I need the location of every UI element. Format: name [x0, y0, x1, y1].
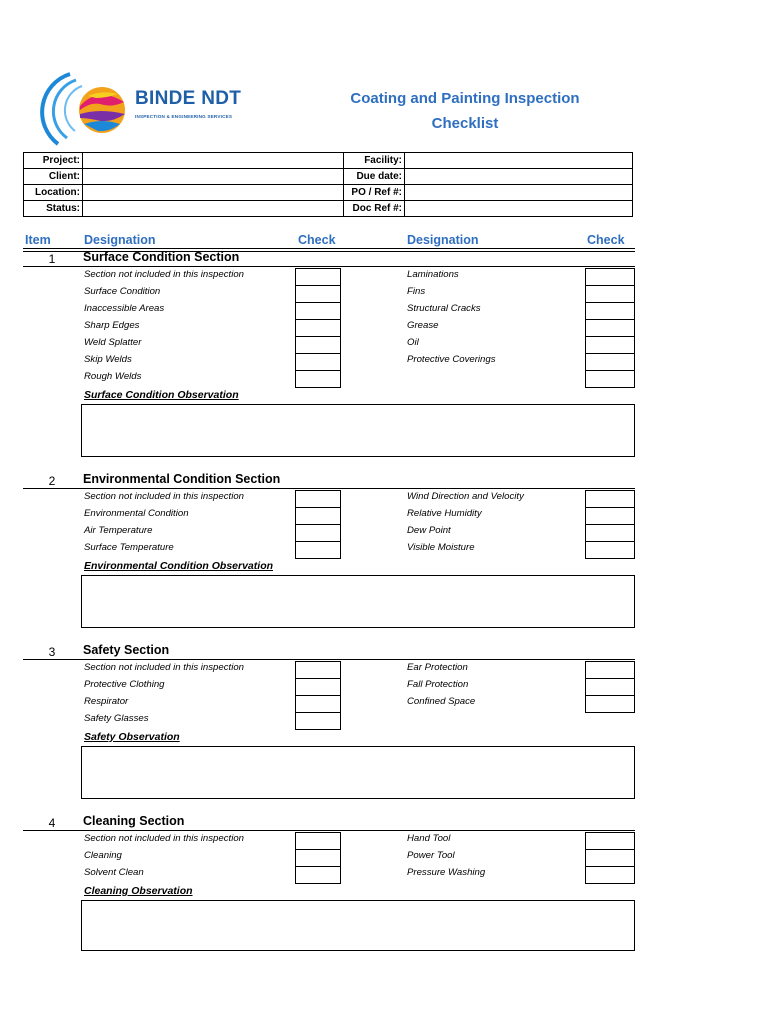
- observation-field[interactable]: [81, 404, 635, 457]
- checklist-item-label: Skip Welds: [84, 354, 132, 365]
- checklist-item-label: Air Temperature: [84, 525, 153, 536]
- section-title: Safety Section: [83, 643, 170, 657]
- checkbox[interactable]: [585, 353, 635, 371]
- checklist-item-label: Cleaning: [84, 850, 122, 861]
- column-header-check-left: Check: [298, 233, 336, 247]
- checklist-item-label: Respirator: [84, 696, 129, 707]
- section-title: Cleaning Section: [83, 814, 185, 828]
- checklist-item-label: Sharp Edges: [84, 320, 140, 331]
- checkbox[interactable]: [295, 695, 341, 713]
- checklist-item-label: Laminations: [407, 269, 459, 280]
- section-number: 3: [48, 645, 56, 659]
- column-header-check-right: Check: [587, 233, 625, 247]
- checkbox[interactable]: [295, 336, 341, 354]
- checklist-item-label: Confined Space: [407, 696, 476, 707]
- checkbox[interactable]: [585, 302, 635, 320]
- checkbox[interactable]: [585, 866, 635, 884]
- section-number: 4: [48, 816, 56, 830]
- info-table: [23, 152, 633, 217]
- checklist-item-label: Wind Direction and Velocity: [407, 491, 524, 502]
- checkbox[interactable]: [295, 302, 341, 320]
- checklist-item-label: Rough Welds: [84, 371, 142, 382]
- observation-label: Safety Observation: [84, 731, 180, 743]
- section-number: 1: [48, 252, 56, 266]
- checklist-item-label: Visible Moisture: [407, 542, 475, 553]
- checkbox[interactable]: [585, 832, 635, 850]
- checklist-item-label: Safety Glasses: [84, 713, 149, 724]
- checkbox[interactable]: [585, 490, 635, 508]
- logo-globe-icon: [40, 68, 135, 153]
- observation-label: Surface Condition Observation: [84, 389, 239, 401]
- header-divider: [23, 248, 635, 249]
- po-ref-field[interactable]: [405, 185, 633, 201]
- status-field[interactable]: [83, 201, 344, 217]
- checkbox[interactable]: [295, 661, 341, 679]
- checklist-item-label: Section not included in this inspection: [84, 833, 244, 844]
- observation-field[interactable]: [81, 746, 635, 799]
- checkbox[interactable]: [295, 353, 341, 371]
- section-title: Environmental Condition Section: [83, 472, 281, 486]
- page-title-line2: Checklist: [431, 115, 499, 132]
- checklist-item-label: Section not included in this inspection: [84, 491, 244, 502]
- project-label: Project:: [24, 153, 83, 169]
- checkbox[interactable]: [295, 832, 341, 850]
- checkbox[interactable]: [295, 849, 341, 867]
- checklist-item-label: Surface Temperature: [84, 542, 174, 553]
- checklist-item-label: Ear Protection: [407, 662, 468, 673]
- checklist-item-label: Oil: [407, 337, 419, 348]
- checklist-item-label: Grease: [407, 320, 439, 331]
- checklist-item-label: Structural Cracks: [407, 303, 481, 314]
- checkbox[interactable]: [295, 524, 341, 542]
- checkbox[interactable]: [295, 285, 341, 303]
- section-divider: [23, 266, 635, 267]
- checklist-item-label: Fins: [407, 286, 426, 297]
- checkbox[interactable]: [585, 268, 635, 286]
- logo-name: BINDE NDT: [135, 88, 242, 109]
- checklist-item-label: Weld Splatter: [84, 337, 142, 348]
- column-header-item: Item: [25, 233, 51, 247]
- logo-tagline: INSPECTION & ENGINEERING SERVICES: [135, 114, 233, 119]
- due-date-field[interactable]: [405, 169, 633, 185]
- doc-ref-field[interactable]: [405, 201, 633, 217]
- section-title: Surface Condition Section: [83, 250, 240, 264]
- checkbox[interactable]: [585, 695, 635, 713]
- logo: [40, 68, 135, 153]
- checklist-item-label: Hand Tool: [407, 833, 451, 844]
- checkbox[interactable]: [585, 541, 635, 559]
- location-field[interactable]: [83, 185, 344, 201]
- status-label: Status:: [24, 201, 83, 217]
- checkbox[interactable]: [585, 678, 635, 696]
- checklist-item-label: Protective Clothing: [84, 679, 165, 690]
- project-field[interactable]: [83, 153, 344, 169]
- checkbox[interactable]: [585, 661, 635, 679]
- checkbox[interactable]: [585, 319, 635, 337]
- section-divider: [23, 488, 635, 489]
- checklist-item-label: Surface Condition: [84, 286, 161, 297]
- checklist-item-label: Solvent Clean: [84, 867, 144, 878]
- checkbox[interactable]: [295, 490, 341, 508]
- checkbox[interactable]: [295, 507, 341, 525]
- checkbox[interactable]: [585, 370, 635, 388]
- column-header-designation-left: Designation: [84, 233, 156, 247]
- client-field[interactable]: [83, 169, 344, 185]
- client-label: Client:: [24, 169, 83, 185]
- column-header-designation-right: Designation: [407, 233, 479, 247]
- checklist-item-label: Relative Humidity: [407, 508, 482, 519]
- observation-field[interactable]: [81, 575, 635, 628]
- checklist-item-label: Power Tool: [407, 850, 455, 861]
- page-title-line1: Coating and Painting Inspection: [350, 90, 580, 107]
- checkbox[interactable]: [585, 336, 635, 354]
- checkbox[interactable]: [295, 678, 341, 696]
- section-divider: [23, 659, 635, 660]
- observation-label: Environmental Condition Observation: [84, 560, 274, 572]
- checkbox[interactable]: [585, 849, 635, 867]
- doc-ref-label: Doc Ref #:: [344, 201, 405, 217]
- checkbox[interactable]: [295, 541, 341, 559]
- checklist-item-label: Section not included in this inspection: [84, 269, 244, 280]
- checkbox[interactable]: [295, 370, 341, 388]
- checkbox[interactable]: [295, 268, 341, 286]
- due-date-label: Due date:: [344, 169, 405, 185]
- checkbox[interactable]: [295, 712, 341, 730]
- facility-label: Facility:: [344, 153, 405, 169]
- section-number: 2: [48, 474, 56, 488]
- checkbox[interactable]: [295, 866, 341, 884]
- section-divider: [23, 830, 635, 831]
- checklist-item-label: Inaccessible Areas: [84, 303, 165, 314]
- checklist-item-label: Environmental Condition: [84, 508, 189, 519]
- checklist-item-label: Pressure Washing: [407, 867, 486, 878]
- observation-field[interactable]: [81, 900, 635, 951]
- checklist-item-label: Dew Point: [407, 525, 451, 536]
- observation-label: Cleaning Observation: [84, 885, 193, 897]
- checkbox[interactable]: [585, 507, 635, 525]
- facility-field[interactable]: [405, 153, 633, 169]
- checkbox[interactable]: [585, 285, 635, 303]
- po-ref-label: PO / Ref #:: [344, 185, 405, 201]
- checklist-item-label: Section not included in this inspection: [84, 662, 244, 673]
- checkbox[interactable]: [585, 524, 635, 542]
- checkbox[interactable]: [295, 319, 341, 337]
- checklist-item-label: Fall Protection: [407, 679, 469, 690]
- location-label: Location:: [24, 185, 83, 201]
- checklist-item-label: Protective Coverings: [407, 354, 496, 365]
